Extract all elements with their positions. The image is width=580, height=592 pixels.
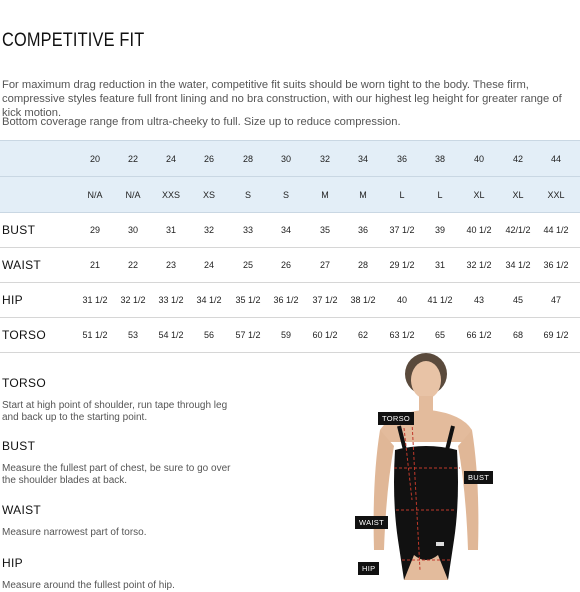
size-number-cell: 24 bbox=[165, 153, 176, 164]
size-number-cell: 38 bbox=[434, 153, 445, 164]
measurement-cell: 36 1/2 bbox=[543, 260, 569, 270]
measurement-cell: 35 bbox=[319, 225, 330, 235]
measurement-cell: 60 1/2 bbox=[312, 330, 338, 340]
measurement-cell: 57 1/2 bbox=[235, 330, 261, 340]
size-number-cell: 26 bbox=[203, 153, 214, 164]
measurement-cell: 31 bbox=[434, 260, 445, 270]
figure-tag-waist: WAIST bbox=[355, 516, 388, 529]
measurement-cell: 66 1/2 bbox=[466, 330, 492, 340]
measurement-cell: 30 bbox=[127, 225, 138, 235]
size-alpha-cell: XL bbox=[512, 189, 524, 200]
size-alpha-cell: XS bbox=[202, 189, 215, 200]
size-alpha-cell: M bbox=[359, 189, 367, 200]
size-number-cell: 32 bbox=[319, 153, 330, 164]
guide-heading: WAIST bbox=[2, 503, 42, 517]
size-alpha-cell: N/A bbox=[125, 189, 141, 200]
row-label-torso: TORSO bbox=[2, 328, 46, 342]
measurement-cell: 35 1/2 bbox=[235, 295, 261, 305]
measurement-cell: 37 1/2 bbox=[312, 295, 338, 305]
measurement-cell: 41 1/2 bbox=[427, 295, 453, 305]
size-alpha-cell: S bbox=[244, 189, 251, 200]
page-title: COMPETITIVE FIT bbox=[2, 30, 145, 51]
measurement-cell: 68 bbox=[512, 330, 523, 340]
measurement-cell: 59 bbox=[280, 330, 291, 340]
measurement-cell: 39 bbox=[434, 225, 445, 235]
measurement-cell: 51 1/2 bbox=[82, 330, 108, 340]
size-number-cell: 42 bbox=[512, 153, 523, 164]
row-label-waist: WAIST bbox=[2, 258, 42, 272]
guide-heading: HIP bbox=[2, 556, 23, 570]
size-alpha-cell: L bbox=[437, 189, 443, 200]
guide-text: Measure around the fullest point of hip. bbox=[2, 580, 175, 591]
guide-text: Measure the fullest part of chest, be sure to go over the shoulder blades at back. bbox=[2, 463, 231, 486]
guide-text: Start at high point of shoulder, run tape through leg and back up to the starting point. bbox=[2, 400, 228, 423]
measurement-cell: 34 1/2 bbox=[196, 295, 222, 305]
size-alpha-cell: XL bbox=[473, 189, 485, 200]
measurement-cell: 25 bbox=[242, 260, 253, 270]
guide-heading: BUST bbox=[2, 439, 36, 453]
figure-tag-torso: TORSO bbox=[378, 412, 414, 425]
measurement-cell: 44 1/2 bbox=[543, 225, 569, 235]
measurement-cell: 36 1/2 bbox=[273, 295, 299, 305]
guide-hip bbox=[2, 556, 232, 592]
size-number-cell: 20 bbox=[89, 153, 100, 164]
size-chart-table bbox=[0, 140, 580, 353]
size-alpha-row bbox=[0, 177, 580, 213]
measurement-cell: 33 bbox=[242, 225, 253, 235]
measurement-cell: 56 bbox=[203, 330, 214, 340]
guide-torso bbox=[2, 376, 232, 424]
measurement-cell: 38 1/2 bbox=[350, 295, 376, 305]
size-number-cell: 30 bbox=[280, 153, 291, 164]
guide-waist bbox=[2, 503, 232, 539]
size-number-row bbox=[0, 140, 580, 177]
intro-text: For maximum drag reduction in the water, competitive fit suits should be worn tight to the body. These firm, compressive styles feature full front lining and no bra construction, with our highest leg height for greater range of kick motion. bbox=[2, 79, 562, 119]
row-label-hip: HIP bbox=[2, 293, 23, 307]
measurement-cell: 65 bbox=[434, 330, 445, 340]
measurement-cell: 34 1/2 bbox=[505, 260, 531, 270]
figure-tag-hip: HIP bbox=[358, 562, 379, 575]
measurement-cell: 53 bbox=[127, 330, 138, 340]
guide-text: Measure narrowest part of torso. bbox=[2, 527, 147, 538]
size-number-cell: 28 bbox=[242, 153, 253, 164]
measurement-cell: 54 1/2 bbox=[158, 330, 184, 340]
size-alpha-cell: S bbox=[282, 189, 289, 200]
measurement-cell: 40 1/2 bbox=[466, 225, 492, 235]
measurement-cell: 37 1/2 bbox=[389, 225, 415, 235]
measurement-cell: 34 bbox=[280, 225, 291, 235]
measurement-cell: 36 bbox=[357, 225, 368, 235]
measurement-cell: 62 bbox=[357, 330, 368, 340]
model-figure-icon bbox=[350, 350, 500, 580]
measurement-cell: 24 bbox=[203, 260, 214, 270]
measurement-cell: 31 1/2 bbox=[82, 295, 108, 305]
measurement-cell: 29 1/2 bbox=[389, 260, 415, 270]
measurement-cell: 33 1/2 bbox=[158, 295, 184, 305]
measurement-cell: 32 bbox=[203, 225, 214, 235]
measurement-cell: 47 bbox=[550, 295, 561, 305]
measurement-cell: 27 bbox=[319, 260, 330, 270]
measurement-cell: 45 bbox=[512, 295, 523, 305]
measurement-cell: 40 bbox=[396, 295, 407, 305]
coverage-note: Bottom coverage range from ultra-cheeky to full. Size up to reduce compression. bbox=[2, 116, 401, 128]
size-number-cell: 36 bbox=[396, 153, 407, 164]
measurement-cell: 63 1/2 bbox=[389, 330, 415, 340]
measurement-cell: 69 1/2 bbox=[543, 330, 569, 340]
guide-heading: TORSO bbox=[2, 376, 46, 390]
size-alpha-cell: N/A bbox=[87, 189, 103, 200]
table-row bbox=[0, 318, 580, 353]
table-row bbox=[0, 213, 580, 248]
measurement-cell: 32 1/2 bbox=[120, 295, 146, 305]
size-number-cell: 34 bbox=[357, 153, 368, 164]
swimsuit-model-illustration bbox=[350, 350, 500, 580]
table-row bbox=[0, 283, 580, 318]
size-number-cell: 22 bbox=[127, 153, 138, 164]
measurement-cell: 32 1/2 bbox=[466, 260, 492, 270]
size-alpha-cell: XXL bbox=[547, 189, 565, 200]
guide-bust bbox=[2, 439, 232, 487]
measurement-cell: 28 bbox=[357, 260, 368, 270]
row-label-bust: BUST bbox=[2, 223, 36, 237]
size-alpha-cell: XXS bbox=[161, 189, 180, 200]
measurement-cell: 42/1/2 bbox=[505, 225, 531, 235]
table-row bbox=[0, 248, 580, 283]
measurement-cell: 21 bbox=[89, 260, 100, 270]
measurement-cell: 22 bbox=[127, 260, 138, 270]
measurement-cell: 23 bbox=[165, 260, 176, 270]
measurement-cell: 31 bbox=[165, 225, 176, 235]
measurement-cell: 43 bbox=[473, 295, 484, 305]
size-alpha-cell: M bbox=[321, 189, 329, 200]
size-number-cell: 44 bbox=[550, 153, 561, 164]
figure-tag-bust: BUST bbox=[464, 471, 493, 484]
size-number-cell: 40 bbox=[473, 153, 484, 164]
measurement-cell: 29 bbox=[89, 225, 100, 235]
size-alpha-cell: L bbox=[399, 189, 405, 200]
measurement-cell: 26 bbox=[280, 260, 291, 270]
